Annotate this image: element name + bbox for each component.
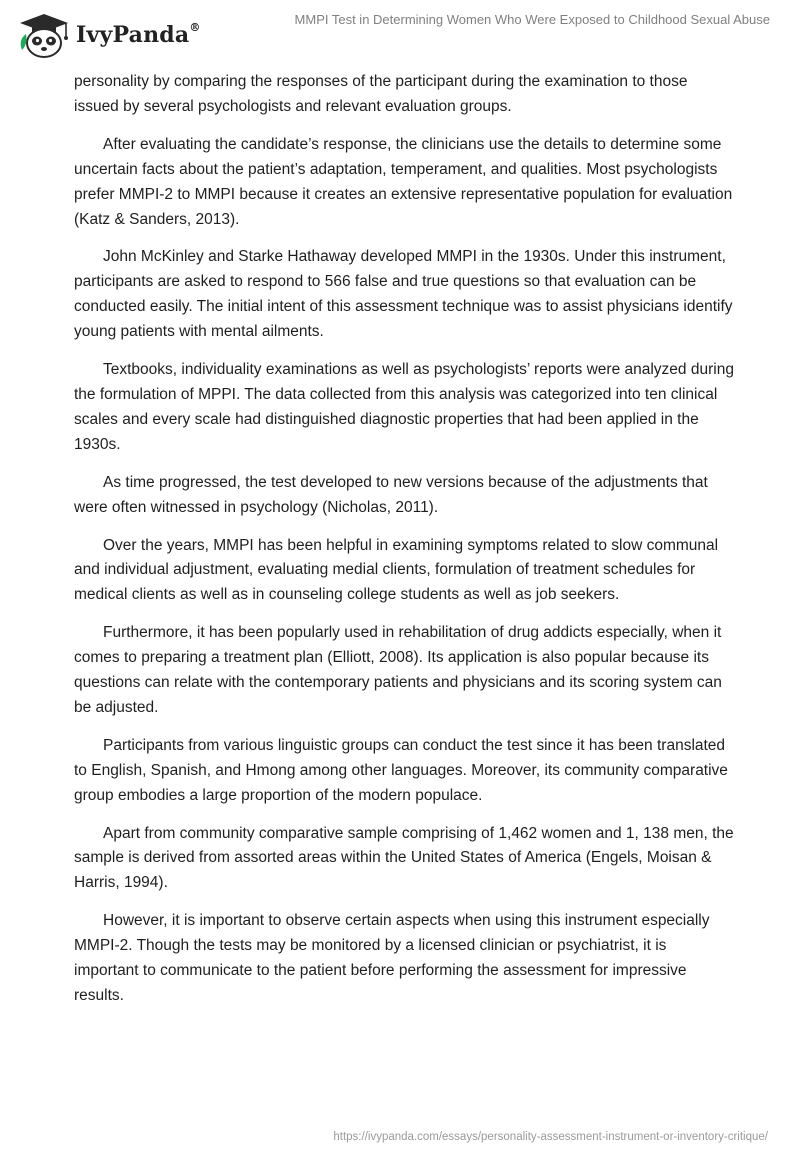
- paragraph: Furthermore, it has been popularly used in rehabilitation of drug addicts especially, when it comes to preparing a treatment plan (Elliott, 2008). Its application is also popular because its questions can relate with the contemporary patients and physicians and its scoring system can be adjusted.: [74, 624, 722, 716]
- paragraph: As time progressed, the test developed to new versions because of the adjustments that were often witnessed in psychology (Nicholas, 2011).: [74, 473, 708, 516]
- paragraph: personality by comparing the responses of the participant during the examination to those issued by several psychologists and relevant evaluation groups.: [74, 73, 688, 115]
- paragraph: Participants from various linguistic groups can conduct the test since it has been translated to English, Spanish, and Hmong among other languages. Moreover, its community comparative group embodies a large proportion of the modern populace.: [74, 736, 728, 804]
- page-header: [0, 0, 800, 70]
- brand-logo[interactable]: [14, 10, 201, 60]
- registered-mark: ®: [189, 20, 201, 34]
- paragraph: John McKinley and Starke Hathaway developed MMPI in the 1930s. Under this instrument, participants are asked to respond to 566 false and true questions so that evaluation can be conducted easily. The initial intent of this assessment technique was to assist physicians identify young patients with mental ailments.: [74, 248, 733, 341]
- paragraph: Apart from community comparative sample comprising of 1,462 women and 1, 138 men, the sample is derived from assorted areas within the United States of America (Engels, Moisan & Harris, 1994).: [74, 824, 734, 892]
- source-url-link[interactable]: https://ivypanda.com/essays/personality-assessment-instrument-or-inventory-critique/: [333, 1131, 768, 1143]
- brand-name: IvyPanda®: [76, 20, 201, 48]
- essay-body: [74, 70, 734, 1022]
- panda-graduate-icon: [14, 10, 74, 60]
- paragraph: Textbooks, individuality examinations as well as psychologists’ reports were analyzed during the formulation of MPPI. The data collected from this analysis was categorized into ten clinical scales and every scale had distinguished diagnostic properties that had been applied in the 1930s.: [74, 361, 734, 453]
- paragraph: However, it is important to observe certain aspects when using this instrument especially MMPI-2. Though the tests may be monitored by a licensed clinician or psychiatrist, it is important to communicate to the patient before performing the assessment for impressive results.: [74, 912, 710, 1004]
- paragraph: After evaluating the candidate’s response, the clinicians use the details to determine some uncertain facts about the patient’s adaptation, temperament, and qualities. Most psychologists prefer MMPI-2 to MMPI because it creates an extensive representative population for evaluation (Katz & Sanders, 2013).: [74, 135, 733, 228]
- document-title: MMPI Test in Determining Women Who Were Exposed to Childhood Sexual Abuse: [294, 12, 770, 27]
- paragraph: Over the years, MMPI has been helpful in examining symptoms related to slow communal and individual adjustment, evaluating medial clients, formulation of treatment schedules for medical clients as well as in counseling college students as well as job seekers.: [74, 536, 719, 604]
